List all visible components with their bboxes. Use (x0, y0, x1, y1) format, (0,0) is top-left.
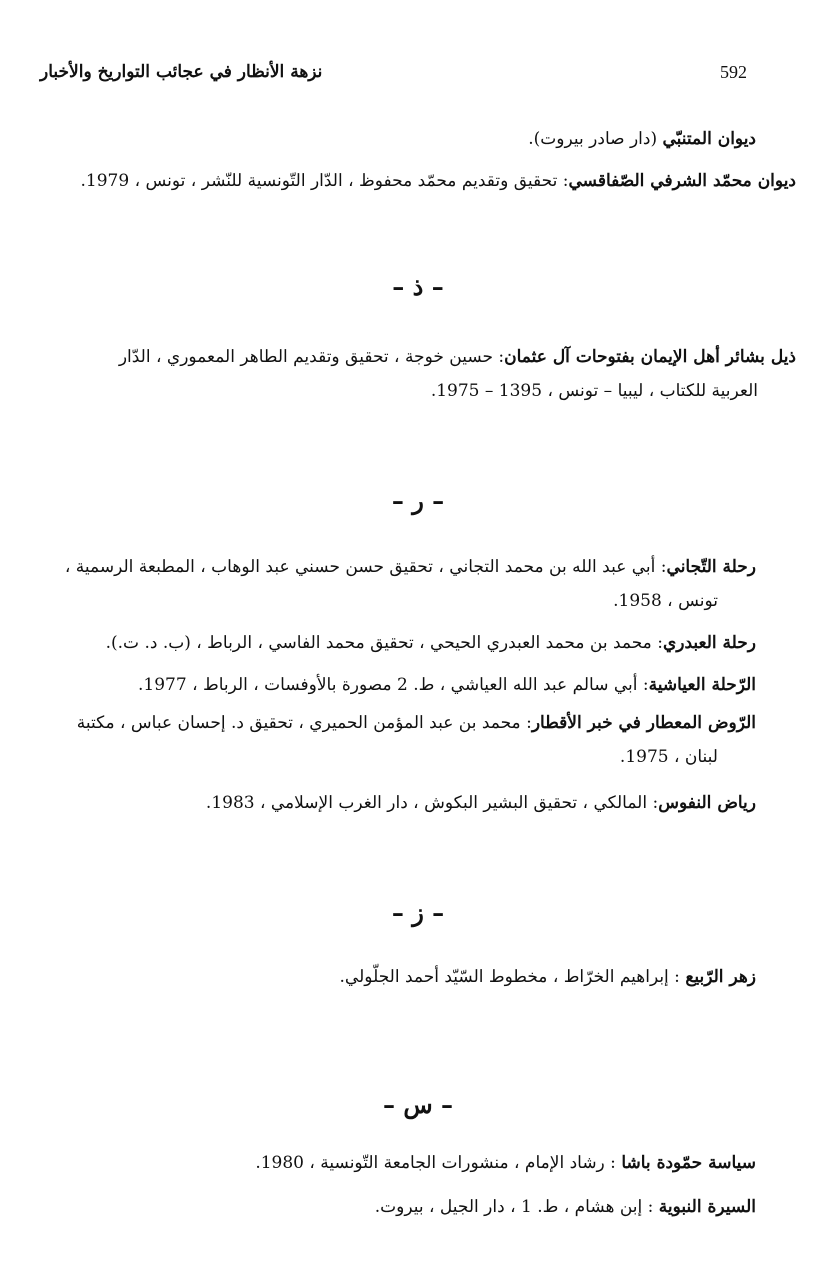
running-head (40, 62, 796, 92)
entry-title: الرّوض المعطار في خبر الأقطار (531, 713, 756, 733)
entry-details: (دار صادر بيروت). (528, 129, 663, 149)
entry-details: : تحقيق وتقديم محمّد محفوظ ، الدّار التّونسية للنّشر ، تونس ، 1979. (80, 171, 569, 191)
entry-details: : إبراهيم الخرّاط ، مخطوط السّيّد أحمد الجلّولي. (339, 967, 686, 987)
bibliography-entry (106, 626, 756, 660)
page-number: 592 (720, 62, 747, 82)
entry-title: رحلة التّجاني (666, 557, 756, 577)
bibliography-entry (206, 786, 756, 820)
entry-title: ديوان المتنبّي (662, 129, 756, 149)
entry-title: ذيل بشائر أهل الإيمان بفتوحات آل عثمان (504, 347, 796, 367)
section-heading-sin: – س – (382, 1090, 453, 1119)
entry-continuation: تونس ، 1958. (613, 591, 718, 611)
bibliography-entry (375, 1190, 756, 1224)
bibliography-entry (340, 960, 756, 994)
entry-title: الرّحلة العياشية (648, 675, 756, 695)
bibliography-entry (20, 550, 756, 618)
entry-continuation: العربية للكتاب ، ليبيا – تونس ، 1395 – 1975. (430, 381, 758, 401)
entry-title: ديوان محمّد الشرفي الصّفاقسي (568, 171, 796, 191)
entry-details: : محمد بن محمد العبدري الحيحي ، تحقيق محمد الفاسي ، الرباط ، (ب. د. ت.). (105, 633, 663, 653)
bibliography-entry (528, 122, 756, 156)
entry-details: : أبي عبد الله بن محمد التجاني ، تحقيق حسن حسني عبد الوهاب ، المطبعة الرسمية ، (64, 557, 667, 577)
section-heading-ra: – ر – (391, 486, 445, 515)
entry-title: رحلة العبدري (662, 633, 756, 653)
bibliography-entry (20, 706, 756, 774)
bibliography-entry (255, 1146, 756, 1180)
section-heading-dhal: – ذ – (392, 272, 444, 301)
entry-details: : حسين خوجة ، تحقيق وتقديم الطاهر المعموري ، الدّار (118, 347, 505, 367)
bibliography-entry (20, 340, 796, 408)
entry-title: السيرة النبوية (658, 1197, 756, 1217)
entry-title: رياض النفوس (658, 793, 756, 813)
entry-details: : المالكي ، تحقيق البشير البكوش ، دار الغرب الإسلامي ، 1983. (205, 793, 659, 813)
section-heading-zay: – ز – (391, 898, 445, 927)
bibliography-entry (138, 668, 756, 702)
entry-title: زهر الرّبيع (685, 967, 756, 987)
entry-title: سياسة حمّودة باشا (621, 1153, 756, 1173)
book-title: نزهة الأنظار في عجائب التواريخ والأخبار (40, 62, 323, 82)
entry-details: : رشاد الإمام ، منشورات الجامعة التّونسية ، 1980. (255, 1153, 622, 1173)
bibliography-entry (40, 164, 796, 198)
entry-details: : أبي سالم عبد الله العياشي ، ط. 2 مصورة بالأوفسات ، الرباط ، 1977. (138, 675, 649, 695)
entry-details: : إبن هشام ، ط. 1 ، دار الجيل ، بيروت. (374, 1197, 659, 1217)
entry-details: : محمد بن عبد المؤمن الحميري ، تحقيق د. إحسان عباس ، مكتبة (76, 713, 532, 733)
entry-continuation: لبنان ، 1975. (619, 747, 718, 767)
